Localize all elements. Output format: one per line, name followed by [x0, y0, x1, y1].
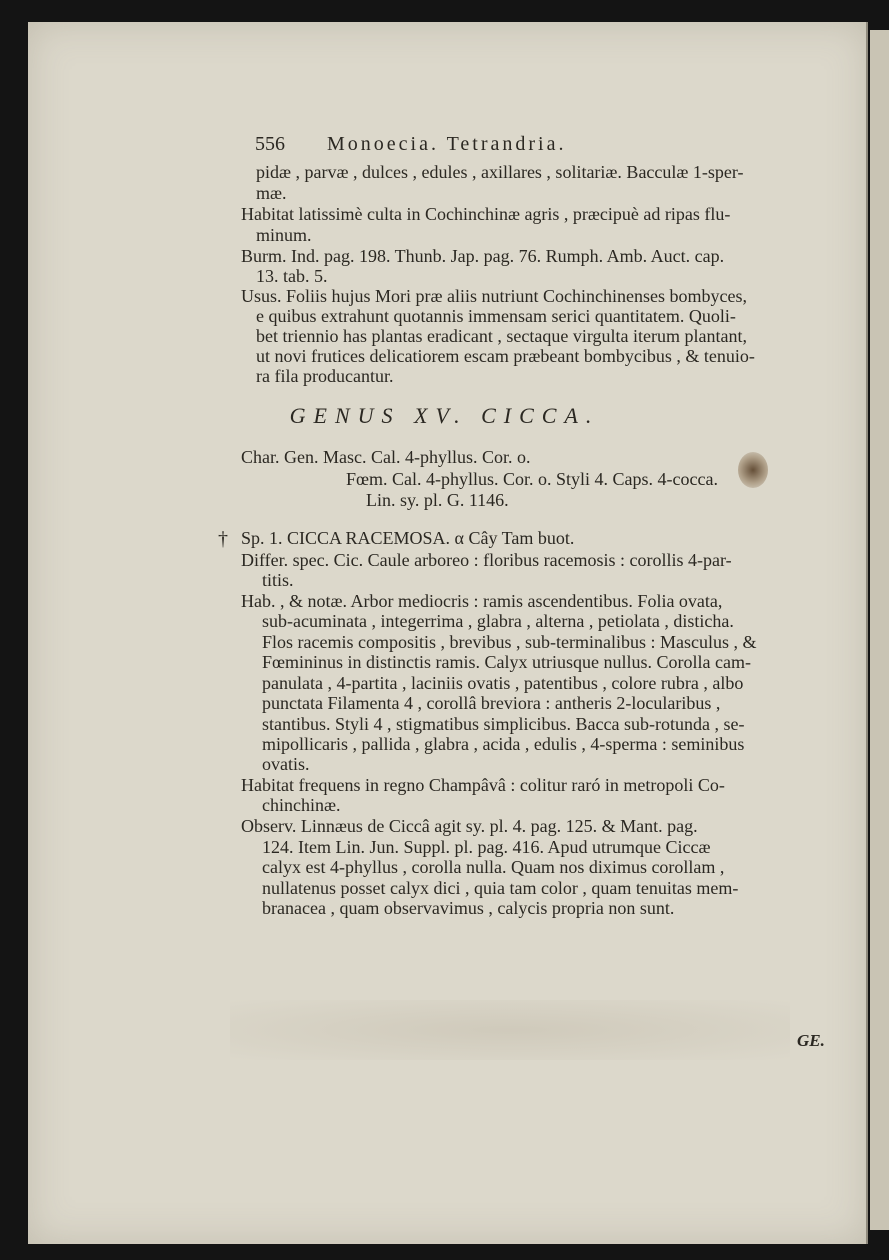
text-line: Habitat frequens in regno Champâvâ : colitur raró in metropoli Co- — [241, 775, 725, 795]
dagger-mark: † — [218, 528, 228, 550]
page-number: 556 — [255, 133, 285, 155]
text-line: Usus. Foliis hujus Mori præ aliis nutriunt Cochinchinenses bombyces, — [241, 286, 747, 306]
text-line: Flos racemis compositis , brevibus , sub-terminalibus : Masculus , & — [262, 632, 757, 652]
text-line: titis. — [262, 570, 294, 590]
text-line: punctata Filamenta 4 , corollâ breviora : antheris 2-locularibus , — [262, 693, 721, 713]
text-line: Differ. spec. Cic. Caule arboreo : floribus racemosis : corollis 4-par- — [241, 550, 732, 570]
text-line: Fœmininus in distinctis ramis. Calyx utriusque nullus. Corolla cam- — [262, 652, 751, 672]
text-line: nullatenus posset calyx dici , quia tam color , quam tenuitas mem- — [262, 878, 739, 898]
text-line: mipollicaris , pallida , glabra , acida , edulis , 4-sperma : seminibus — [262, 734, 745, 754]
text-line: panulata , 4-partita , laciniis ovatis , patentibus , colore rubra , albo — [262, 673, 744, 693]
text-line: e quibus extrahunt quotannis immensam serici quantitatem. Quoli- — [256, 306, 736, 326]
text-line: Hab. , & notæ. Arbor mediocris : ramis ascendentibus. Folia ovata, — [241, 591, 723, 611]
text-line: ut novi frutices delicatiorem escam præbeant bombycibus , & tenuio- — [256, 346, 755, 366]
genus-heading: GENUS XV. CICCA. — [289, 403, 600, 428]
text-line: chinchinæ. — [262, 795, 341, 815]
text-line: ra fila producantur. — [256, 366, 394, 386]
text-line: stantibus. Styli 4 , stigmatibus simplicibus. Bacca sub-rotunda , se- — [262, 714, 745, 734]
text-line: pidæ , parvæ , dulces , edules , axillares , solitariæ. Bacculæ 1-sper- — [256, 162, 744, 182]
text-line: Habitat latissimè culta in Cochinchinæ agris , præcipuè ad ripas flu- — [241, 204, 731, 224]
text-line: sub-acuminata , integerrima , glabra , alterna , petiolata , disticha. — [262, 611, 734, 631]
character-line: Lin. sy. pl. G. 1146. — [366, 490, 509, 510]
text-line: Sp. 1. CICCA RACEMOSA. α Cây Tam buot. — [241, 528, 575, 548]
text-line: minum. — [256, 225, 312, 245]
text-line: mæ. — [256, 183, 287, 203]
catchword: GE. — [797, 1031, 825, 1050]
text-line: 124. Item Lin. Jun. Suppl. pl. pag. 416. Apud utrumque Ciccæ — [262, 837, 711, 857]
facing-page-edge — [870, 30, 889, 1230]
running-header — [255, 133, 567, 156]
character-line: Char. Gen. Masc. Cal. 4-phyllus. Cor. o. — [241, 447, 531, 467]
running-title: Monoecia. Tetrandria. — [327, 133, 567, 155]
character-line: Fœm. Cal. 4-phyllus. Cor. o. Styli 4. Caps. 4-cocca. — [346, 469, 718, 489]
text-line: branacea , quam observavimus , calycis propria non sunt. — [262, 898, 675, 918]
page-edge — [866, 22, 868, 1244]
show-through-text — [230, 1000, 790, 1060]
text-line: Burm. Ind. pag. 198. Thunb. Jap. pag. 76. Rumph. Amb. Auct. cap. — [241, 246, 725, 266]
text-line: calyx est 4-phyllus , corolla nulla. Quam nos diximus corollam , — [262, 857, 725, 877]
text-line: Observ. Linnæus de Ciccâ agit sy. pl. 4. pag. 125. & Mant. pag. — [241, 816, 698, 836]
text-line: bet triennio has plantas eradicant , sectaque virgulta iterum plantant, — [256, 326, 748, 346]
foxing-stain — [738, 452, 768, 488]
text-line: ovatis. — [262, 754, 310, 774]
text-line: 13. tab. 5. — [256, 266, 328, 286]
